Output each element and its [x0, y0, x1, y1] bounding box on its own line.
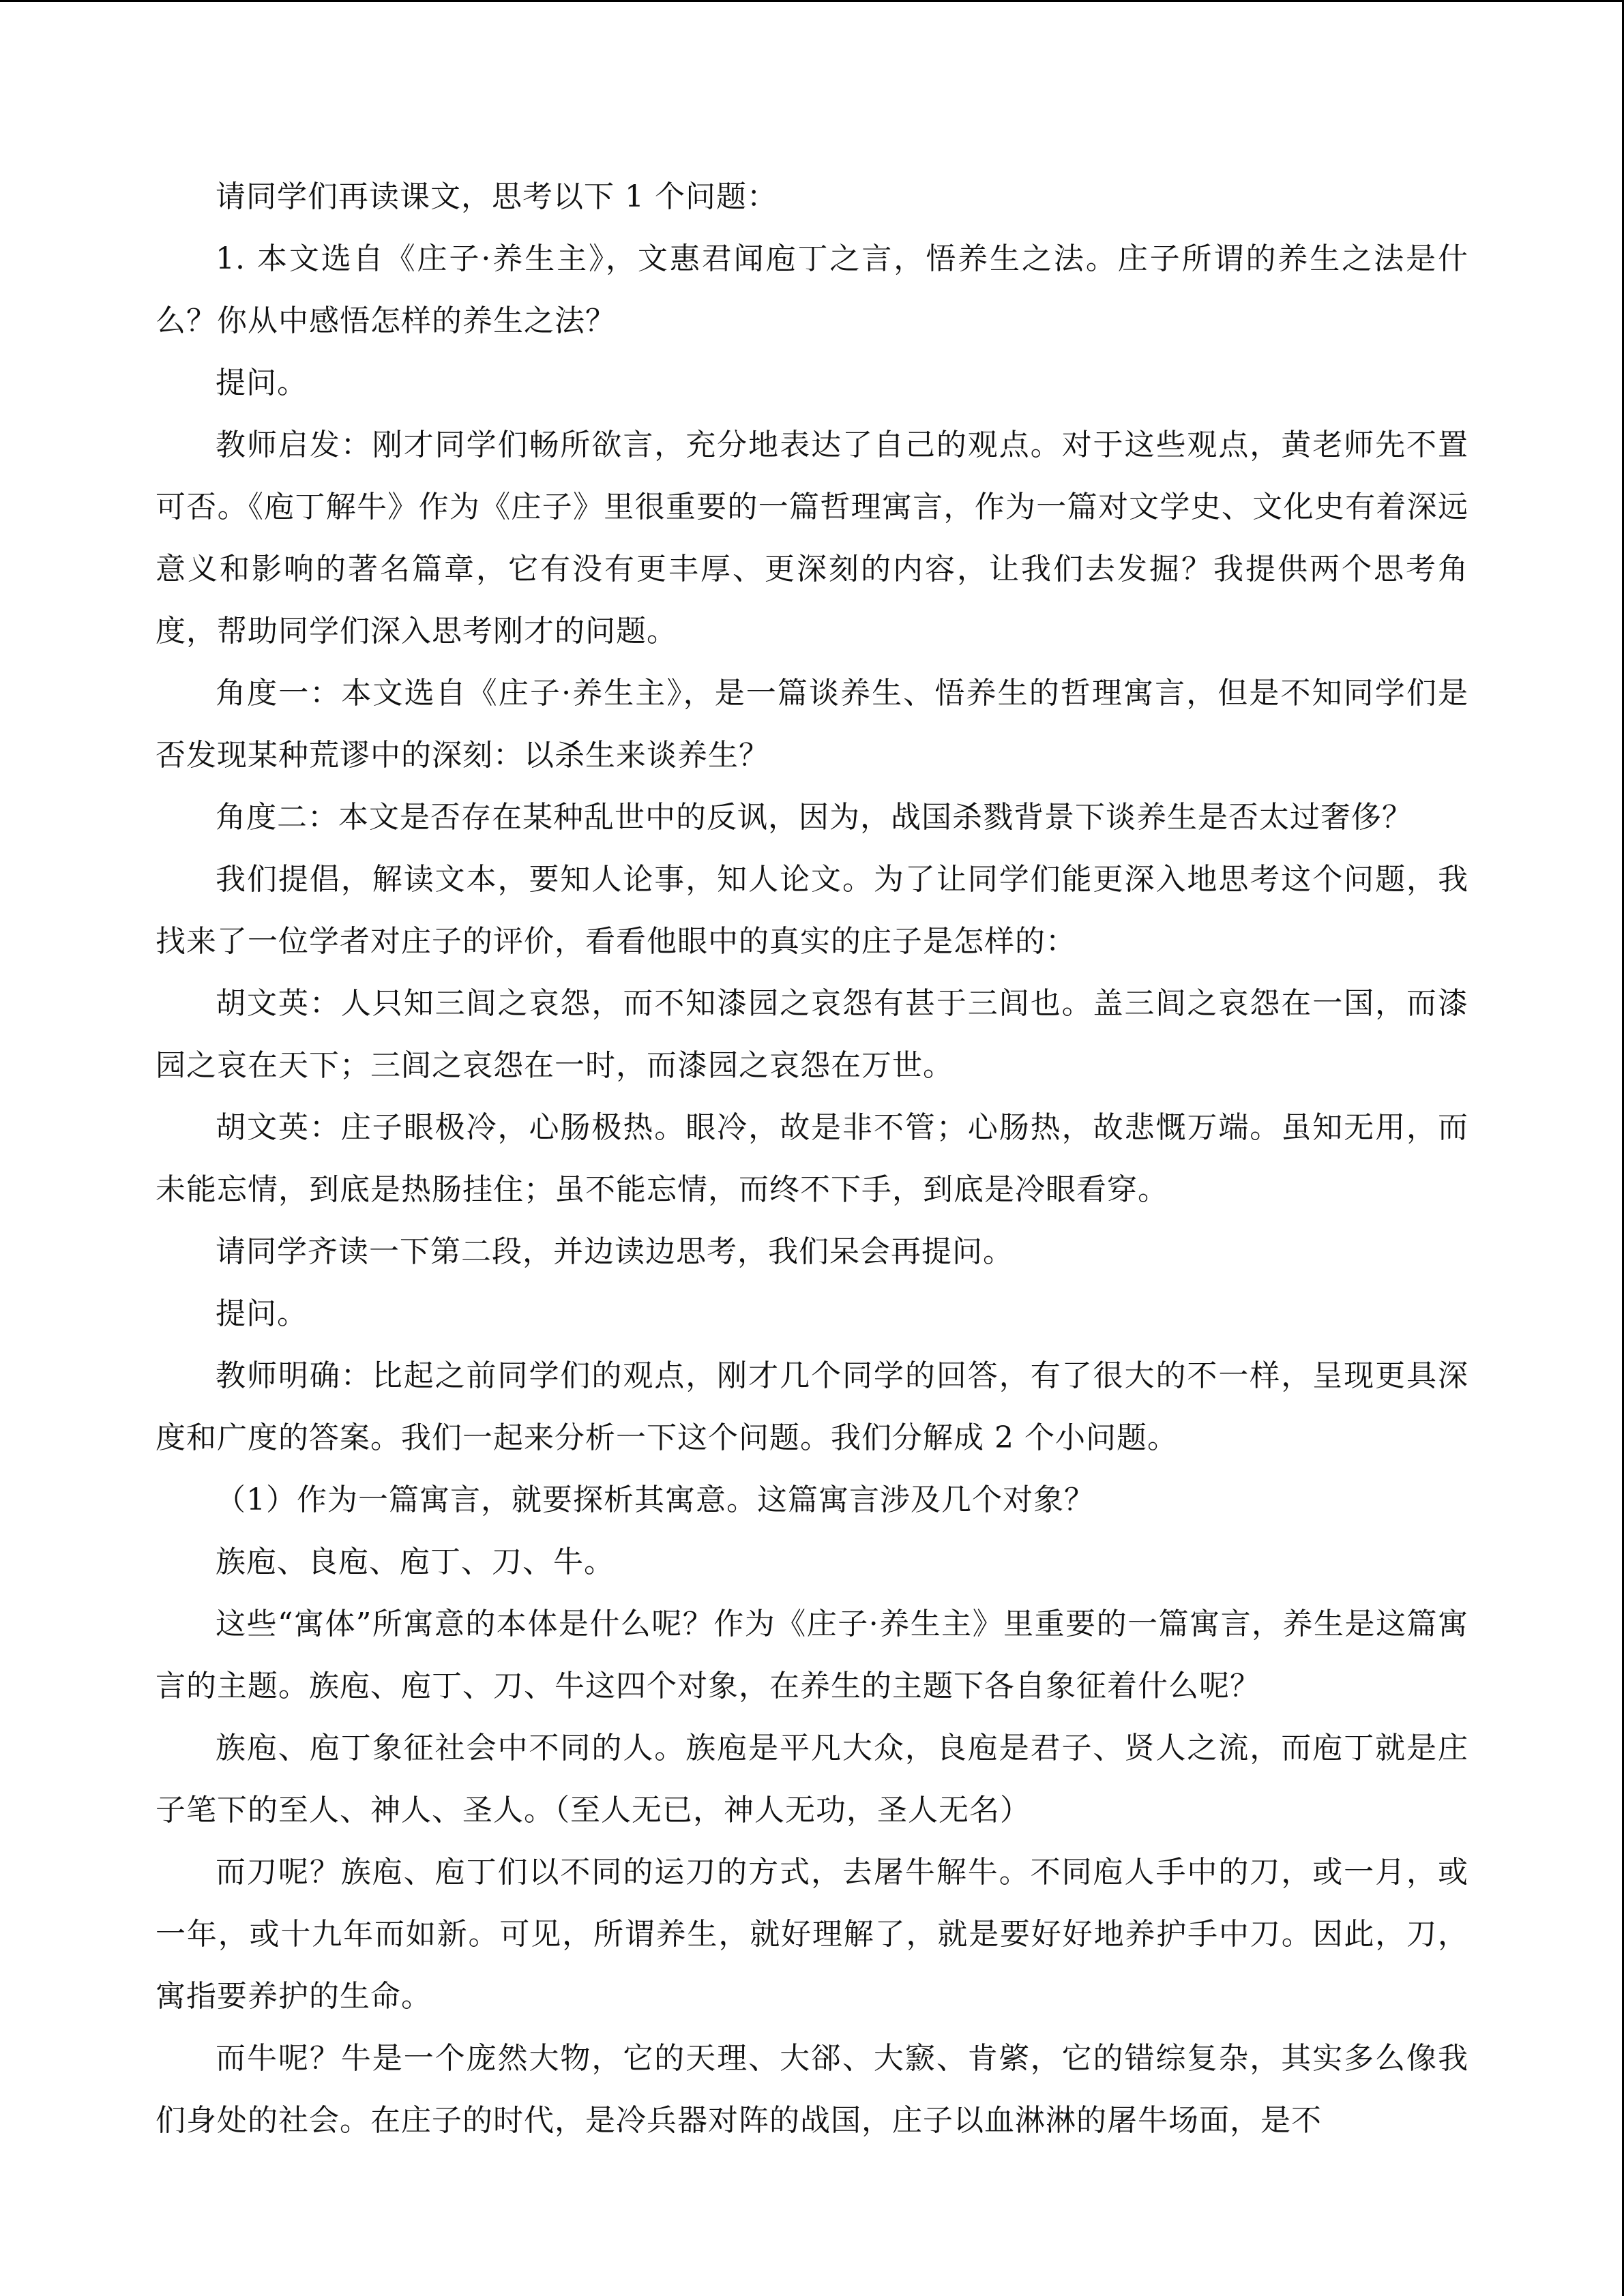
paragraph-angle-1: 角度一：本文选自《庄子·养生主》，是一篇谈养生、悟养生的哲理寓言，但是不知同学们是否发现某种荒谬中的深刻：以杀生来谈养生？: [156, 676, 1468, 773]
paragraph-question-1: 1. 本文选自《庄子·养生主》，文惠君闻庖丁之言，悟养生之法。庄子所谓的养生之法是什么？你从中感悟怎样的养生之法？: [156, 241, 1468, 338]
paragraph-objects: 族庖、良庖、庖丁、刀、牛。: [216, 1545, 615, 1579]
paragraph-teacher-clarify: 教师明确：比起之前同学们的观点，刚才几个同学的回答，有了很大的不一样，呈现更具深度和广度的答案。我们一起来分析一下这个问题。我们分解成 2 个小问题。: [156, 1358, 1468, 1455]
paragraph-read-aloud: 请同学齐读一下第二段，并边读边思考，我们呆会再提问。: [216, 1234, 1014, 1269]
paragraph-ox: 而牛呢？牛是一个庞然大物，它的天理、大郤、大窾、肯綮，它的错综复杂，其实多么像我们身处的社会。在庄子的时代，是冷兵器对阵的战国，庄子以血淋淋的屠牛场面，是不: [156, 2041, 1468, 2138]
paragraph-knife: 而刀呢？族庖、庖丁们以不同的运刀的方式，去屠牛解牛。不同庖人手中的刀，或一月，或一年，或十九年而如新。可见，所谓养生，就好理解了，就是要好好地养护手中刀。因此，刀，寓指要养护的生命。: [156, 1855, 1468, 2014]
paragraph-teacher-inspire: 教师启发：刚才同学们畅所欲言，充分地表达了自己的观点。对于这些观点，黄老师先不置可否。《庖丁解牛》作为《庄子》里很重要的一篇哲理寓言，作为一篇对文学史、文化史有着深远意义和影响的著名篇章，它有没有更丰厚、更深刻的内容，让我们去发掘？我提供两个思考角度，帮助同学们深入思考刚才的问题。: [156, 428, 1468, 648]
page-top-border: [0, 0, 1624, 2]
paragraph-ask-2: 提问。: [216, 1296, 308, 1331]
paragraph-people: 族庖、庖丁象征社会中不同的人。族庖是平凡大众，良庖是君子、贤人之流，而庖丁就是庄子笔下的至人、神人、圣人。（至人无已，神人无功，圣人无名）: [156, 1731, 1468, 1828]
paragraph-ask: 提问。: [216, 366, 308, 400]
paragraph-quote-1: 胡文英：人只知三闾之哀怨，而不知漆园之哀怨有甚于三闾也。盖三闾之哀怨在一国，而漆园之哀在天下；三闾之哀怨在一时，而漆园之哀怨在万世。: [156, 986, 1468, 1083]
paragraph-subquestion-1: （1）作为一篇寓言，就要探析其寓意。这篇寓言涉及几个对象？: [216, 1482, 1095, 1517]
paragraph-allegory: 这些“寓体”所寓意的本体是什么呢？作为《庄子·养生主》里重要的一篇寓言，养生是这篇寓言的主题。族庖、庖丁、刀、牛这四个对象，在养生的主题下各自象征着什么呢？: [156, 1607, 1468, 1703]
paragraph-advocate: 我们提倡，解读文本，要知人论事，知人论文。为了让同学们能更深入地思考这个问题，我找来了一位学者对庄子的评价，看看他眼中的真实的庄子是怎样的：: [156, 862, 1468, 959]
document-body: [156, 166, 1468, 2151]
paragraph-angle-2: 角度二：本文是否存在某种乱世中的反讽，因为，战国杀戮背景下谈养生是否太过奢侈？: [216, 800, 1413, 835]
paragraph-quote-2: 胡文英：庄子眼极冷，心肠极热。眼冷，故是非不管；心肠热，故悲慨万端。虽知无用，而未能忘情，到底是热肠挂住；虽不能忘情，而终不下手，到底是冷眼看穿。: [156, 1110, 1468, 1207]
paragraph-instruction: 请同学们再读课文，思考以下 1 个问题：: [216, 179, 778, 214]
